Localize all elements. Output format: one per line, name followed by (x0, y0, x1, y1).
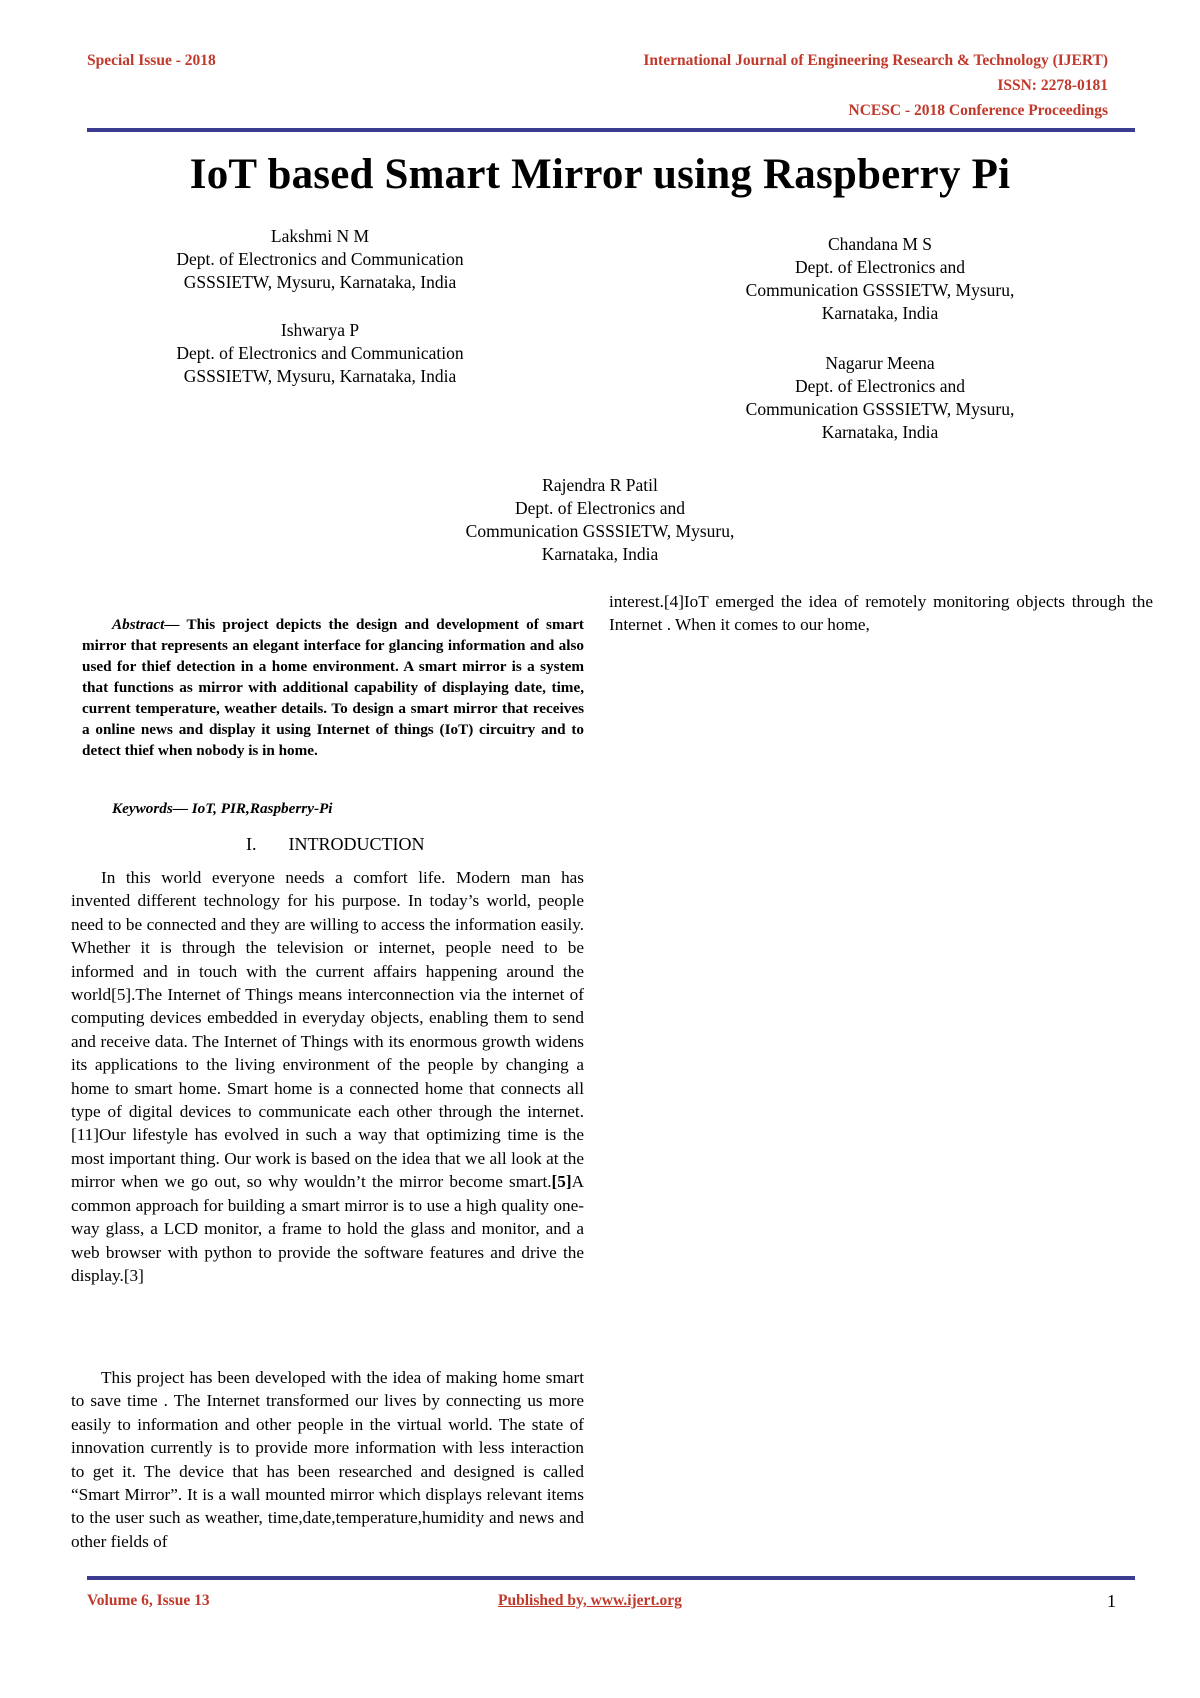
page-number: 1 (1107, 1591, 1116, 1611)
paper-title: IoT based Smart Mirror using Raspberry Pi (189, 151, 1011, 198)
author-block-4 (700, 352, 1060, 444)
author-affiliation: Communication GSSSIETW, Mysuru, (745, 280, 1015, 300)
header-issn: ISSN: 2278-0181 (997, 77, 1108, 94)
keywords-text: IoT, PIR,Raspberry-Pi (191, 800, 333, 817)
keywords-label: Keywords— (112, 800, 188, 817)
author-name: Lakshmi N M (270, 226, 370, 246)
keywords (112, 800, 333, 818)
author-block-2 (150, 319, 490, 388)
author-affiliation: Karnataka, India (821, 303, 939, 323)
author-affiliation: Karnataka, India (821, 422, 939, 442)
footer-volume: Volume 6, Issue 13 (87, 1592, 210, 1609)
right-column-text (609, 590, 1153, 637)
intro-paragraph-1 (71, 866, 584, 1287)
author-affiliation: Karnataka, India (541, 544, 659, 564)
section-number: I. (246, 834, 257, 854)
section-title: INTRODUCTION (288, 834, 425, 854)
author-affiliation: Dept. of Electronics and (794, 257, 966, 277)
paragraph-text: A common approach for building a smart mirror is to use a high quality one-way glass, a LCD monitor, a frame to hold the glass and monitor, and a web browser with python to provide the software features and drive the display.[3] (71, 1172, 584, 1285)
author-name: Nagarur Meena (825, 353, 935, 373)
abstract-label: Abstract— (112, 616, 180, 633)
abstract-text: This project depicts the design and development of smart mirror that represents an elegant interface for glancing information and also used for thief detection in a home environment. A smart mirror is a system that functions as mirror with additional capability of displaying date, time, current temperature, weather details. To design a smart mirror that receives a online news and display it using Internet of things (IoT) circuitry and to detect thief when nobody is in home. (82, 616, 584, 759)
author-affiliation: Communication GSSSIETW, Mysuru, (745, 399, 1015, 419)
intro-paragraph-2 (71, 1366, 584, 1553)
author-name: Rajendra R Patil (542, 475, 658, 495)
paragraph-text: interest.[4]IoT emerged the idea of remotely monitoring objects through the Internet . When it comes to our home, (609, 592, 1153, 635)
header-rule (87, 128, 1135, 132)
author-block-5 (420, 474, 780, 566)
author-name: Chandana M S (827, 234, 933, 254)
author-affiliation: Dept. of Electronics and (514, 498, 686, 518)
footer-publisher-link[interactable]: Published by, www.ijert.org (498, 1592, 682, 1609)
abstract (82, 614, 584, 761)
author-name: Ishwarya P (280, 320, 360, 340)
author-block-3 (700, 233, 1060, 325)
section-heading (246, 834, 424, 855)
footer-rule (87, 1576, 1135, 1580)
author-affiliation: Dept. of Electronics and Communication (176, 249, 464, 269)
header-conference: NCESC - 2018 Conference Proceedings (848, 102, 1108, 119)
paragraph-text: In this world everyone needs a comfort life. Modern man has invented different technology for his purpose. In today’s world, people need to be connected and they are willing to access the information easily. Whether it is through the television or internet, people need to be informed and in touch with the current affairs happening around the world[5].The Internet of Things means interconnection via the internet of computing devices embedded in everyday objects, enabling them to send and receive data. The Internet of Things with its enormous growth widens its applications to the living environment of the people by changing a home to smart home. Smart home is a connected home that connects all type of digital devices to communicate each other through the internet. [11]Our lifestyle has evolved in such a way that optimizing time is the most important thing. Our work is based on the idea that we all look at the mirror when we go out, so why wouldn’t the mirror become smart. (71, 868, 584, 1192)
author-block-1 (150, 225, 490, 294)
author-affiliation: GSSSIETW, Mysuru, Karnataka, India (183, 366, 457, 386)
header-special-issue: Special Issue - 2018 (87, 52, 216, 69)
author-affiliation: Communication GSSSIETW, Mysuru, (465, 521, 735, 541)
citation-ref: [5] (551, 1172, 572, 1192)
paragraph-text: This project has been developed with the idea of making home smart to save time . The Internet transformed our lives by connecting us more easily to information and other people in the virtual world. The state of innovation currently is to provide more information with less interaction to get it. The device that has been researched and designed is called “Smart Mirror”. It is a wall mounted mirror which displays relevant items to the user such as weather, time,date,temperature,humidity and news and other fields of (71, 1368, 584, 1551)
header-journal: International Journal of Engineering Research & Technology (IJERT) (643, 52, 1108, 69)
author-affiliation: GSSSIETW, Mysuru, Karnataka, India (183, 272, 457, 292)
author-affiliation: Dept. of Electronics and Communication (176, 343, 464, 363)
author-affiliation: Dept. of Electronics and (794, 376, 966, 396)
